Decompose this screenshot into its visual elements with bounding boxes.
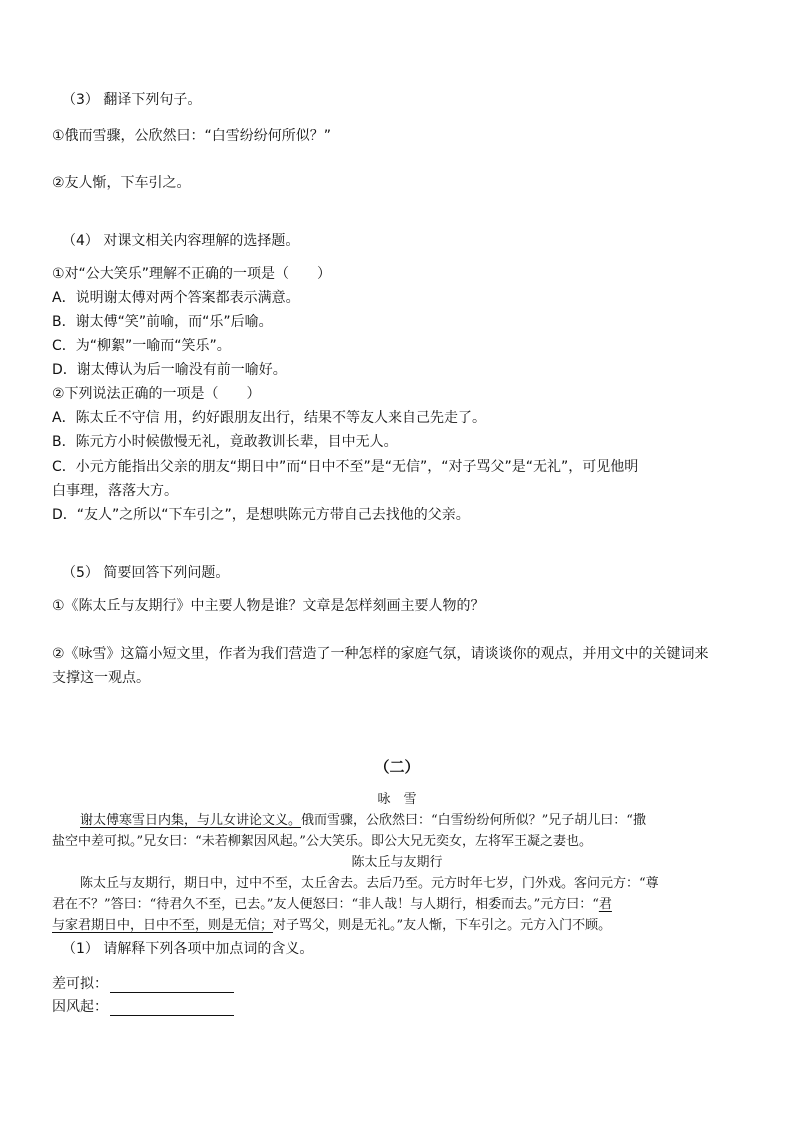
q5-sentence-2: ②《咏雪》这篇小短文里，作者为我们营造了一种怎样的家庭气氛，请谈谈你的观点，并用文中的关键词来 xyxy=(52,646,709,662)
answer-item-2 xyxy=(52,998,234,1016)
q4-sub2-question: ②下列说法正确的一项是（ ） xyxy=(52,386,261,402)
passage-title-chentaiqiu: 陈太丘与友期行 xyxy=(351,855,443,870)
answer-item-1-label: 差可拟： xyxy=(52,976,108,992)
answer-item-2-label: 因风起： xyxy=(52,999,108,1015)
passage-2-line-3 xyxy=(52,917,611,935)
passage-1-underlined: 谢太傅寒雪日内集，与儿女讲论文义。 xyxy=(80,813,302,828)
section-heading: （二） xyxy=(374,758,420,776)
q4-title: （4） 对课文相关内容理解的选择题。 xyxy=(62,233,300,249)
passage-1-line-1 xyxy=(52,812,742,830)
passage-1-line-2: 盐空中差可拟。”兄女曰：“未若柳絮因风起。”公大笑乐。即公大兄无奕女，左将军王凝之妻也。 xyxy=(52,834,592,849)
passage-2-line-3-rest: 对子骂父，则是无礼。”友人惭，下车引之。元方入门不顾。 xyxy=(273,918,612,933)
q5-title: （5） 简要回答下列问题。 xyxy=(62,565,230,581)
passage-2-underlined-start: 君 xyxy=(598,897,612,912)
section2-q1-title: （1） 请解释下列各项中加点词的含义。 xyxy=(62,941,314,957)
answer-blank-1[interactable] xyxy=(110,978,234,993)
passage-2-underlined: 与家君期日中，日中不至，则是无信； xyxy=(52,918,274,933)
q4-sub2-option-c-cont: 白事理，落落大方。 xyxy=(52,483,178,499)
passage-2-line-2-text: 君在不？”答曰：“待君久不至，已去。”友人便怒曰：“非人哉！与人期行，相委而去。”元方曰：“ xyxy=(52,897,599,912)
q5-sentence-2-cont: 支撑这一观点。 xyxy=(52,670,150,686)
q3-sentence-1: ①俄而雪骤，公欣然曰：“白雪纷纷何所似？” xyxy=(52,128,332,144)
q4-sub1-option-b: B．谢太傅“笑”前喻，而“乐”后喻。 xyxy=(52,314,273,330)
q3-sentence-2: ②友人惭，下车引之。 xyxy=(52,175,191,191)
q4-sub2-option-d: D．“友人”之所以“下车引之”，是想哄陈元方带自己去找他的父亲。 xyxy=(52,507,470,523)
passage-2-line-1: 陈太丘与友期行，期日中，过中不至，太丘舍去。去后乃至。元方时年七岁，门外戏。客问元方：“尊 xyxy=(80,876,659,891)
answer-blank-2[interactable] xyxy=(110,1001,234,1016)
passage-2-line-2 xyxy=(52,896,612,914)
q4-sub1-option-d: D．谢太傅认为后一喻没有前一喻好。 xyxy=(52,362,287,378)
q4-sub2-option-b: B．陈元方小时候傲慢无礼，竟敢教训长辈，目中无人。 xyxy=(52,434,398,450)
q5-sentence-1: ①《陈太丘与友期行》中主要人物是谁？文章是怎样刻画主要人物的？ xyxy=(52,598,485,614)
q4-sub2-option-a: A．陈太丘不守信 用，约好跟朋友出行，结果不等友人来自己先走了。 xyxy=(52,410,487,426)
q4-sub1-option-c: C．为“柳絮”一喻而“笑乐”。 xyxy=(52,338,231,354)
q4-sub1-question: ①对“公大笑乐”理解不正确的一项是（ ） xyxy=(52,266,332,282)
answer-item-1 xyxy=(52,975,234,993)
q4-sub2-option-c: C．小元方能指出父亲的朋友“期日中”而“日中不至”是“无信”，“对子骂父”是“无礼”，可见他明 xyxy=(52,459,639,475)
q4-sub1-option-a: A．说明谢太傅对两个答案都表示满意。 xyxy=(52,290,300,306)
q3-title: （3） 翻译下列句子。 xyxy=(62,92,202,108)
passage-1-line-1-rest: 俄而雪骤，公欣然曰：“白雪纷纷何所似？”兄子胡儿曰：“撒 xyxy=(301,813,646,828)
passage-title-yongxue: 咏 雪 xyxy=(377,792,417,807)
